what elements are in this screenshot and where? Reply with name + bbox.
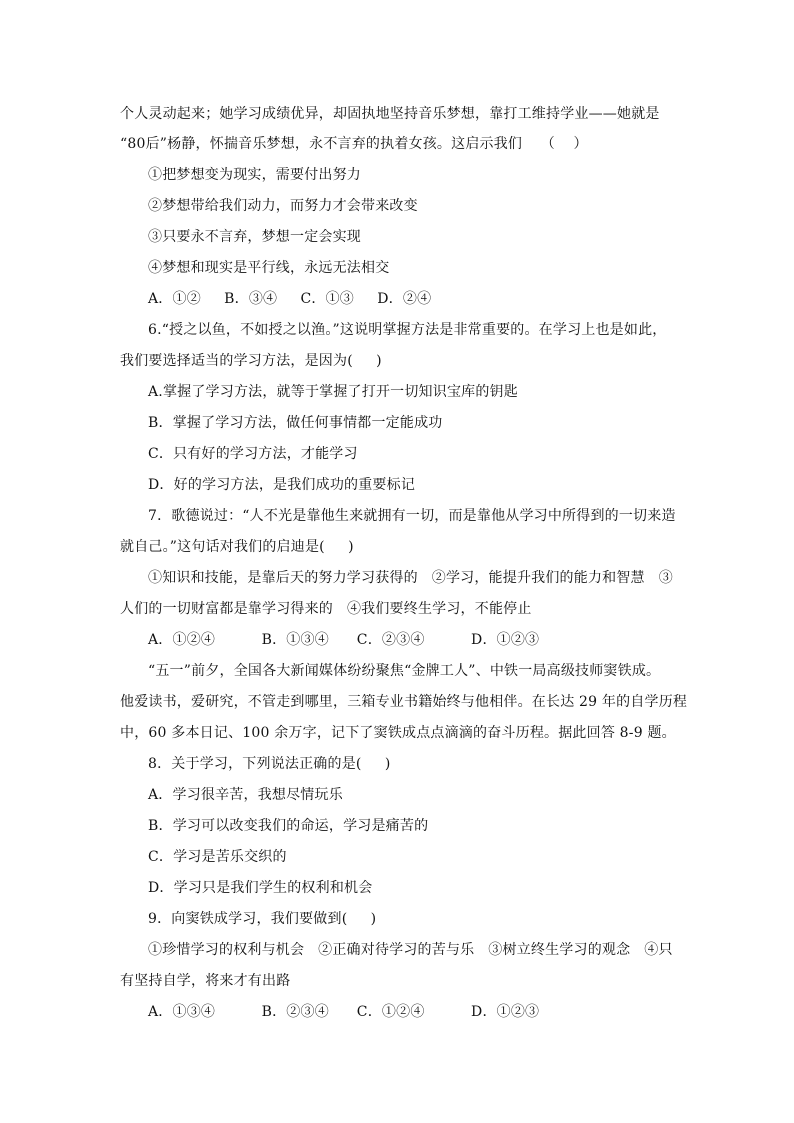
question-6-stem-cont: 我们要选择适当的学习方法，是因为( ) bbox=[120, 353, 382, 369]
option-statement: ③只要永不言弃，梦想一定会实现 bbox=[148, 229, 361, 245]
passage-text: “五一”前夕，全国各大新闻媒体纷纷聚焦“金牌工人”、中铁一局高级技师窦铁成。 bbox=[148, 663, 661, 679]
option-statement: ②梦想带给我们动力，而努力才会带来改变 bbox=[148, 198, 418, 214]
answer-choice-d: D．好的学习方法，是我们成功的重要标记 bbox=[148, 477, 416, 493]
question-7-stem-cont: 就自己。”这句话对我们的启迪是( ) bbox=[120, 539, 354, 555]
option-statement: ①把梦想变为现实，需要付出努力 bbox=[148, 167, 361, 183]
answer-choices: A．①② B．③④ C．①③ D．②④ bbox=[148, 291, 432, 307]
answer-choices: A．①②④ B．①③④ C．②③④ D．①②③ bbox=[148, 632, 540, 648]
option-statements-cont: 有坚持自学，将来才有出路 bbox=[120, 973, 291, 989]
answer-choices: A．①③④ B．②③④ C．①②④ D．①②③ bbox=[148, 1004, 540, 1020]
option-statements: ①珍惜学习的权利与机会 ②正确对待学习的苦与乐 ③树立终生学习的观念 ④只 bbox=[148, 942, 673, 958]
text-line: 个人灵动起来；她学习成绩优异，却固执地坚持音乐梦想，靠打工维持学业——她就是 bbox=[120, 106, 660, 122]
text-line: “80后”杨静，怀揣音乐梦想，永不言弃的执着女孩。这启示我们 （ ） bbox=[120, 136, 588, 152]
answer-choice-d: D．学习只是我们学生的权利和机会 bbox=[148, 880, 373, 896]
option-statements-cont: 人们的一切财富都是靠学习得来的 ④我们要终生学习，不能停止 bbox=[120, 601, 532, 617]
question-9-stem: 9．向窦铁成学习，我们要做到( ) bbox=[148, 911, 377, 927]
passage-text: 中，60 多本日记、100 余万字，记下了窦铁成点点滴滴的奋斗历程。据此回答 8-9 题。 bbox=[120, 725, 676, 741]
passage-text: 他爱读书，爱研究，不管走到哪里，三箱专业书籍始终与他相伴。在长达 29 年的自学历程 bbox=[120, 694, 688, 710]
option-statement: ④梦想和现实是平行线，永远无法相交 bbox=[148, 260, 390, 276]
question-8-stem: 8．关于学习，下列说法正确的是( ) bbox=[148, 756, 391, 772]
question-7-stem: 7．歌德说过：“人不光是靠他生来就拥有一切，而是靠他从学习中所得到的一切来造 bbox=[148, 508, 676, 524]
answer-choice-a: A.掌握了学习方法，就等于掌握了打开一切知识宝库的钥匙 bbox=[148, 384, 518, 400]
answer-choice-c: C．只有好的学习方法，才能学习 bbox=[148, 446, 358, 462]
option-statements: ①知识和技能，是靠后天的努力学习获得的 ②学习，能提升我们的能力和智慧 ③ bbox=[148, 570, 673, 586]
answer-choice-a: A．学习很辛苦，我想尽情玩乐 bbox=[148, 787, 343, 803]
answer-choice-c: C．学习是苦乐交织的 bbox=[148, 849, 287, 865]
answer-choice-b: B．掌握了学习方法，做任何事情都一定能成功 bbox=[148, 415, 443, 431]
answer-choice-b: B．学习可以改变我们的命运，学习是痛苦的 bbox=[148, 818, 429, 834]
question-6-stem: 6.“授之以鱼，不如授之以渔。”这说明掌握方法是非常重要的。在学习上也是如此， bbox=[148, 322, 667, 338]
